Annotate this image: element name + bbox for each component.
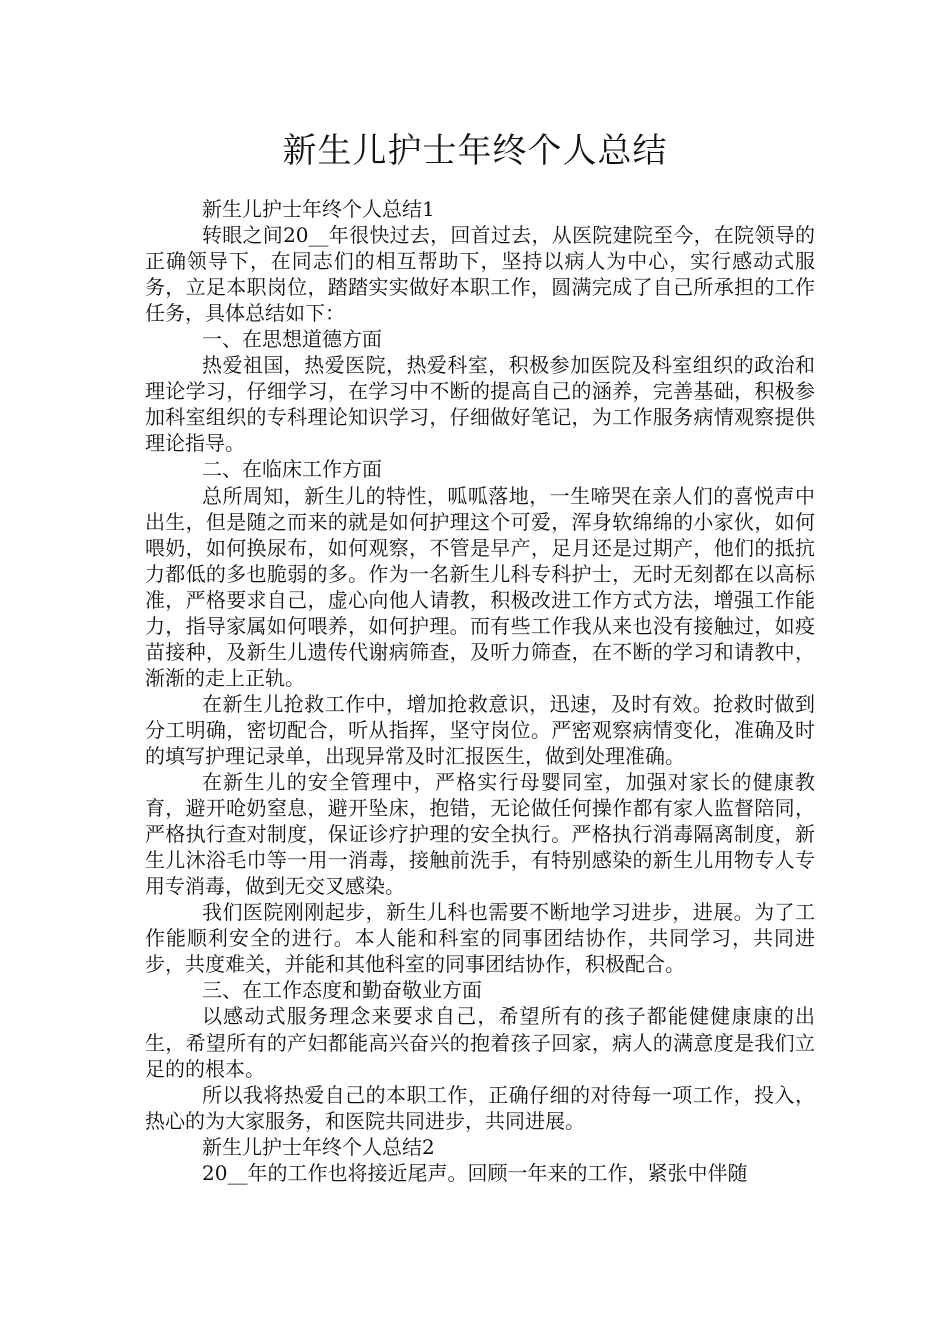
section-heading: 二、在临床工作方面 [202, 457, 382, 482]
paragraph: 以感动式服务理念来要求自己，希望所有的孩子都能健健康康的出生，希望所有的产妇都能高兴奋兴的抱着孩子回家，病人的满意度是我们立足的的根本。 [145, 1004, 815, 1081]
paragraph: 我们医院刚刚起步，新生儿科也需要不断地学习进步，进展。为了工作能顺利安全的进行。本人能和科室的同事团结协作，共同学习，共同进步，共度难关，并能和其他科室的同事团结协作，积极配合。 [145, 900, 815, 977]
paragraph: 转眼之间20__年很快过去，回首过去，从医院建院至今，在院领导的正确领导下，在同志们的相互帮助下，坚持以病人为中心，实行感动式服务，立足本职岗位，踏踏实实做好本职工作，圆满完成了自己所承担的工作任务，具体总结如下： [145, 223, 815, 326]
paragraph: 在新生儿抢救工作中，增加抢救意识，迅速，及时有效。抢救时做到分工明确，密切配合，听从指挥，坚守岗位。严密观察病情变化，准确及时的填写护理记录单，出现异常及时汇报医生，做到处理准确。 [145, 691, 815, 768]
paragraph: 热爱祖国，热爱医院，热爱科室，积极参加医院及科室组织的政治和理论学习，仔细学习，在学习中不断的提高自己的涵养，完善基础，积极参加科室组织的专科理论知识学习，仔细做好笔记，为工作服务病情观察提供理论指导。 [145, 353, 815, 456]
section-heading: 新生儿护士年终个人总结2 [202, 1134, 435, 1159]
paragraph: 所以我将热爱自己的本职工作，正确仔细的对待每一项工作，投入，热心的为大家服务，和医院共同进步，共同进展。 [145, 1082, 815, 1133]
section-heading: 一、在思想道德方面 [202, 327, 382, 352]
paragraph: 总所周知，新生儿的特性，呱呱落地，一生啼哭在亲人们的喜悦声中出生，但是随之而来的就是如何护理这个可爱，浑身软绵绵的小家伙，如何喂奶，如何换尿布，如何观察，不管是早产，足月还是过期产，他们的抵抗力都低的多也脆弱的多。作为一名新生儿科专科护士，无时无刻都在以高标准，严格要求自己，虚心向他人请教，积极改进工作方式方法，增强工作能力，指导家属如何喂养，如何护理。而有些工作我从来也没有接触过，如疫苗接种，及新生儿遗传代谢病筛查，及听力筛查，在不断的学习和请教中，渐渐的走上正轨。 [145, 483, 815, 690]
section-heading: 新生儿护士年终个人总结1 [202, 197, 435, 221]
document-title: 新生儿护士年终个人总结 [282, 131, 668, 171]
document-body [145, 196, 815, 1186]
paragraph: 20__年的工作也将接近尾声。回顾一年来的工作，紧张中伴随 [202, 1160, 748, 1185]
section-heading: 三、在工作态度和勤奋敬业方面 [202, 978, 482, 1003]
paragraph: 在新生儿的安全管理中，严格实行母婴同室，加强对家长的健康教育，避开呛奶窒息，避开坠床，抱错，无论做任何操作都有家人监督陪同，严格执行查对制度，保证诊疗护理的安全执行。严格执行消毒隔离制度，新生儿沐浴毛巾等一用一消毒，接触前洗手，有特别感染的新生儿用物专人专用专消毒，做到无交叉感染。 [145, 770, 815, 899]
